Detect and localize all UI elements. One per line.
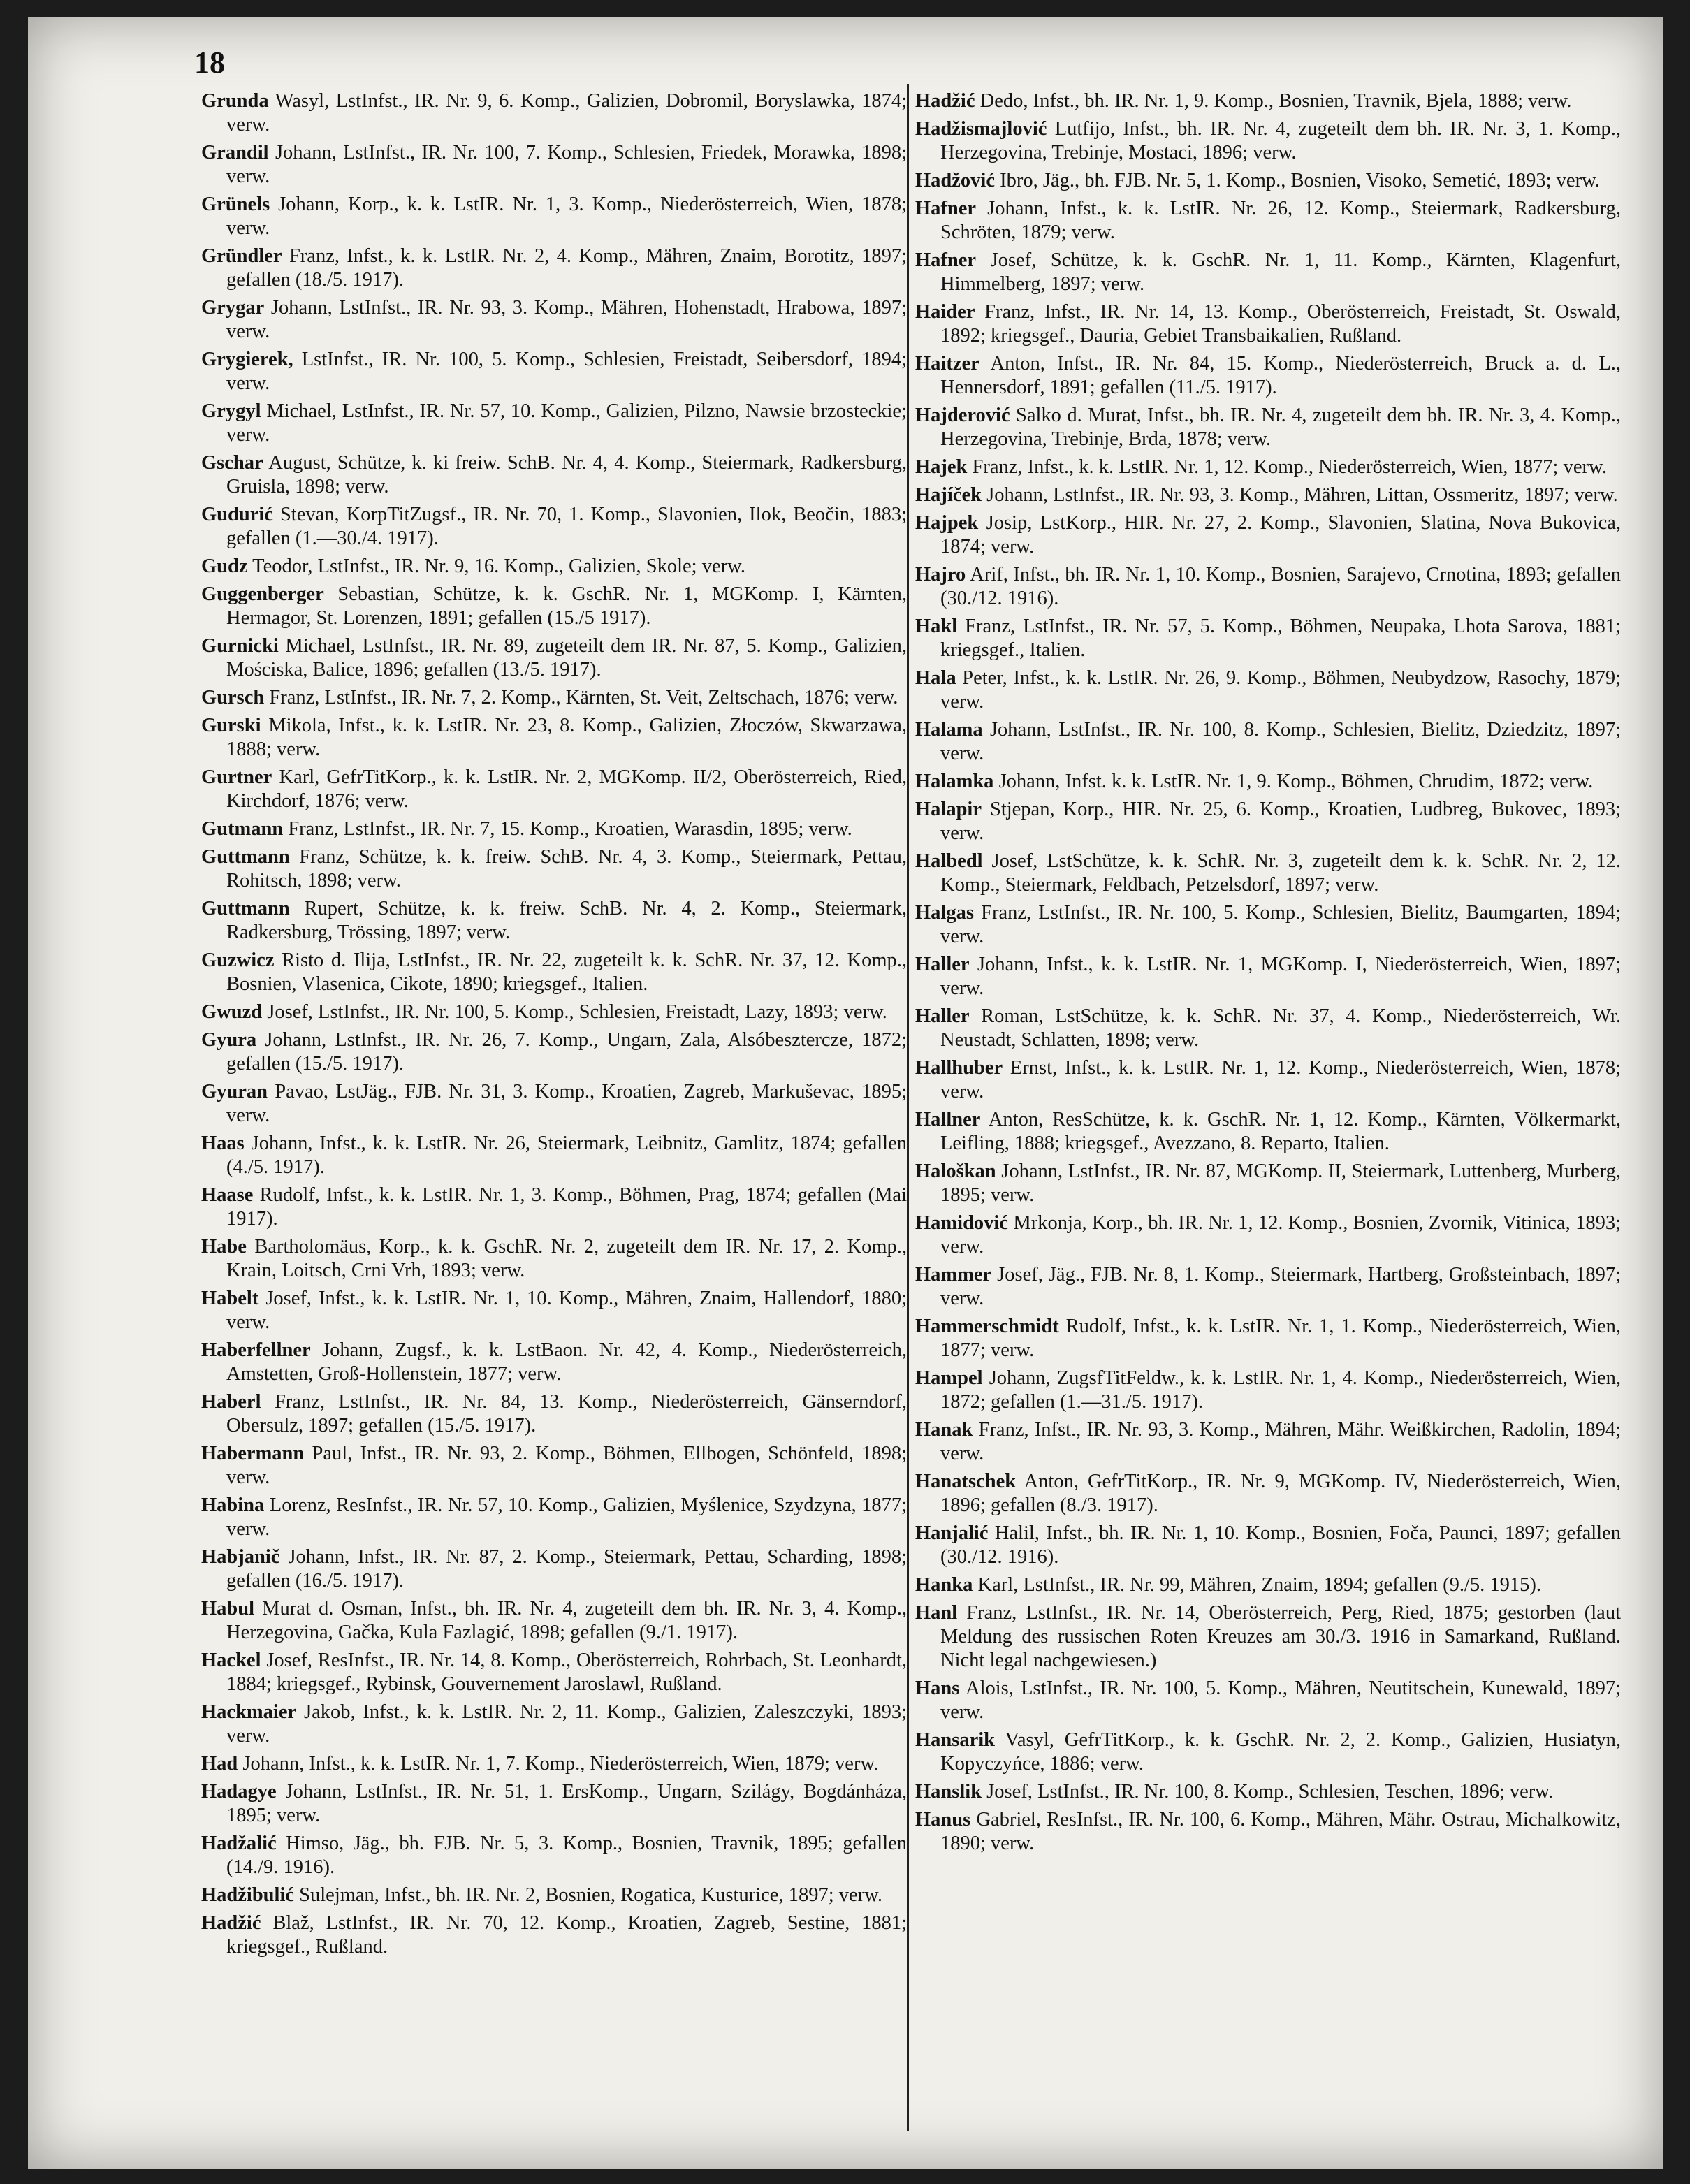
entry-details: Halil, Infst., bh. IR. Nr. 1, 10. Komp., Bosnien, Foča, Paunci, 1897; gefallen (30./12. 1916).: [940, 1522, 1621, 1568]
casualty-entry: [201, 89, 907, 137]
entry-details: Lorenz, ResInfst., IR. Nr. 57, 10. Komp., Galizien, Myślenice, Szydzyna, 1877; verw.: [226, 1494, 907, 1540]
casualty-entry: [201, 714, 907, 762]
entry-details: Johann, LstInfst., IR. Nr. 51, 1. ErsKomp., Ungarn, Szilágy, Bogdánháza, 1895; verw.: [226, 1781, 907, 1826]
left-column: [201, 89, 907, 2130]
entry-details: Stevan, KorpTitZugsf., IR. Nr. 70, 1. Komp., Slavonien, Ilok, Beočin, 1883; gefallen (1.—30./4. 1917).: [226, 504, 907, 549]
casualty-entry: [915, 953, 1621, 1000]
entry-details: Johann, ZugsfTitFeldw., k. k. LstIR. Nr. 1, 4. Komp., Niederösterreich, Wien, 1872; gefallen (1.—31./5. 1917).: [940, 1367, 1621, 1413]
entry-surname: Hafner: [915, 249, 977, 271]
entry-details: Johann, Infst., k. k. LstIR. Nr. 1, MGKomp. I, Niederösterreich, Wien, 1897; verw.: [940, 954, 1621, 999]
entry-details: Stjepan, Korp., HIR. Nr. 25, 6. Komp., Kroatien, Ludbreg, Bukovec, 1893; verw.: [940, 799, 1621, 844]
entry-surname: Grandil: [201, 142, 269, 163]
entry-surname: Haller: [915, 954, 970, 975]
entry-details: Rupert, Schütze, k. k. freiw. SchB. Nr. 4, 2. Komp., Steiermark, Radkersburg, Trössing, 1897; verw.: [226, 898, 907, 943]
entry-surname: Hadžić: [201, 1912, 261, 1934]
casualty-entry: [915, 1601, 1621, 1673]
casualty-entry: [201, 503, 907, 551]
casualty-entry: [201, 1442, 907, 1490]
document-page: [28, 17, 1663, 2169]
casualty-entry: [915, 352, 1621, 400]
entry-details: Franz, Infst., k. k. LstIR. Nr. 2, 4. Komp., Mähren, Znaim, Borotitz, 1897; gefallen (18./5. 1917).: [226, 245, 907, 291]
entry-details: Franz, LstInfst., IR. Nr. 7, 15. Komp., Kroatien, Warasdin, 1895; verw.: [288, 818, 852, 840]
entry-details: Ernst, Infst., k. k. LstIR. Nr. 1, 12. Komp., Niederösterreich, Wien, 1878; verw.: [940, 1057, 1621, 1102]
entry-surname: Gschar: [201, 452, 263, 474]
entry-details: Johann, Infst., k. k. LstIR. Nr. 26, Steiermark, Leibnitz, Gamlitz, 1874; gefallen (4./5. 1917).: [226, 1133, 907, 1178]
entry-surname: Hajro: [915, 564, 966, 585]
casualty-entry: [201, 634, 907, 682]
entry-details: Anton, GefrTitKorp., IR. Nr. 9, MGKomp. IV, Niederösterreich, Wien, 1896; gefallen (8./3. 1917).: [940, 1471, 1621, 1516]
entry-surname: Hammerschmidt: [915, 1316, 1059, 1337]
entry-details: Johann, Korp., k. k. LstIR. Nr. 1, 3. Komp., Niederösterreich, Wien, 1878; verw.: [226, 194, 907, 239]
entry-surname: Haloškan: [915, 1160, 996, 1182]
entry-details: Wasyl, LstInfst., IR. Nr. 9, 6. Komp., Galizien, Dobromil, Boryslawka, 1874; verw.: [226, 90, 907, 136]
casualty-entry: [201, 1000, 907, 1024]
entry-surname: Habelt: [201, 1288, 259, 1309]
casualty-entry: [201, 1132, 907, 1179]
entry-details: Vasyl, GefrTitKorp., k. k. GschR. Nr. 2, 2. Komp., Galizien, Husiatyn, Kopyczyńce, 1886; verw.: [940, 1729, 1621, 1775]
entry-surname: Grygierek,: [201, 349, 293, 370]
casualty-entry: [915, 300, 1621, 348]
entry-surname: Hallner: [915, 1109, 981, 1130]
entry-details: Franz, LstInfst., IR. Nr. 57, 5. Komp., Böhmen, Neupaka, Lhota Sarova, 1881; kriegsgef., Italien.: [940, 616, 1621, 661]
casualty-entry: [201, 400, 907, 447]
entry-surname: Guttmann: [201, 846, 290, 868]
entry-surname: Guttmann: [201, 898, 290, 919]
entry-details: Johann, LstInfst., IR. Nr. 93, 3. Komp., Mähren, Littan, Ossmeritz, 1897; verw.: [986, 484, 1618, 506]
casualty-entry: [201, 1545, 907, 1593]
entry-details: Michael, LstInfst., IR. Nr. 89, zugeteilt dem IR. Nr. 87, 5. Komp., Galizien, Mościska, Balice, 1896; gefallen (13./5. 1917).: [226, 635, 907, 680]
casualty-entry: [915, 1470, 1621, 1517]
entry-details: Himso, Jäg., bh. FJB. Nr. 5, 3. Komp., Bosnien, Travnik, 1895; gefallen (14./9. 1916).: [226, 1833, 907, 1878]
entry-surname: Had: [201, 1753, 238, 1775]
entry-details: Johann, LstInfst., IR. Nr. 93, 3. Komp., Mähren, Hohenstadt, Hrabowa, 1897; verw.: [226, 297, 907, 342]
entry-details: Arif, Infst., bh. IR. Nr. 1, 10. Komp., Bosnien, Sarajevo, Crnotina, 1893; gefallen (30./12. 1916).: [940, 564, 1621, 609]
casualty-entry: [915, 456, 1621, 479]
entry-details: Josef, Schütze, k. k. GschR. Nr. 1, 11. Komp., Kärnten, Klagenfurt, Himmelberg, 1897; verw.: [940, 249, 1621, 295]
casualty-entry: [915, 1160, 1621, 1207]
entry-details: Franz, LstInfst., IR. Nr. 7, 2. Komp., Kärnten, St. Veit, Zeltschach, 1876; verw.: [269, 687, 898, 708]
entry-details: Johann, Infst., k. k. LstIR. Nr. 1, 7. Komp., Niederösterreich, Wien, 1879; verw.: [242, 1753, 879, 1775]
entry-surname: Grünels: [201, 194, 270, 215]
entry-details: Franz, Infst., IR. Nr. 14, 13. Komp., Oberösterreich, Freistadt, St. Oswald, 1892; kriegsgef., Dauria, Gebiet Transbaikalien, Rußland.: [940, 301, 1621, 347]
entry-surname: Hansarik: [915, 1729, 996, 1751]
entry-surname: Hadžović: [915, 170, 995, 191]
entry-details: Risto d. Ilija, LstInfst., IR. Nr. 22, zugeteilt k. k. SchR. Nr. 37, 12. Komp., Bosnien, Vlasenica, Cikote, 1890; kriegsgef., Italien.: [226, 949, 907, 995]
entry-details: Josef, LstSchütze, k. k. SchR. Nr. 3, zugeteilt dem k. k. SchR. Nr. 2, 12. Komp., Steiermark, Feldbach, Petzelsdorf, 1897; verw.: [940, 850, 1621, 896]
entry-surname: Haase: [201, 1184, 254, 1206]
entry-surname: Halapir: [915, 799, 982, 820]
casualty-entry: [915, 89, 1621, 113]
entry-details: Josef, LstInfst., IR. Nr. 100, 5. Komp., Schlesien, Freistadt, Lazy, 1893; verw.: [267, 1001, 887, 1023]
entry-details: Bartholomäus, Korp., k. k. GschR. Nr. 2, zugeteilt dem IR. Nr. 17, 2. Komp., Krain, Loitsch, Crni Vrh, 1893; verw.: [226, 1236, 907, 1281]
entry-surname: Hanus: [915, 1809, 971, 1830]
casualty-entry: [201, 686, 907, 710]
casualty-entry: [201, 766, 907, 813]
entry-details: Johann, LstInfst., IR. Nr. 100, 7. Komp., Schlesien, Friedek, Morawka, 1898; verw.: [226, 142, 907, 187]
casualty-entry: [915, 1005, 1621, 1052]
casualty-entry: [201, 583, 907, 630]
entry-surname: Hans: [915, 1677, 960, 1699]
casualty-entry: [915, 197, 1621, 245]
casualty-entry: [201, 193, 907, 240]
casualty-entry: [201, 1912, 907, 1959]
entry-surname: Gudz: [201, 555, 248, 577]
entry-details: Sulejman, Infst., bh. IR. Nr. 2, Bosnien, Rogatica, Kusturice, 1897; verw.: [299, 1884, 882, 1906]
entry-surname: Halgas: [915, 902, 974, 924]
entry-details: Franz, LstInfst., IR. Nr. 100, 5. Komp., Schlesien, Bielitz, Baumgarten, 1894; verw.: [940, 902, 1621, 947]
entry-surname: Habul: [201, 1598, 255, 1619]
casualty-entry: [201, 1287, 907, 1334]
entry-details: Johann, LstInfst., IR. Nr. 26, 7. Komp., Ungarn, Zala, Alsóbesztercze, 1872; gefallen (15./5. 1917).: [226, 1029, 907, 1075]
entry-surname: Gyura: [201, 1029, 257, 1051]
entry-details: Josef, Infst., k. k. LstIR. Nr. 1, 10. Komp., Mähren, Znaim, Hallendorf, 1880; verw.: [226, 1288, 907, 1333]
column-divider: [907, 84, 909, 2131]
entry-details: Josef, LstInfst., IR. Nr. 100, 8. Komp., Schlesien, Teschen, 1896; verw.: [986, 1781, 1554, 1803]
casualty-entry: [201, 1752, 907, 1776]
entry-surname: Hala: [915, 667, 956, 689]
entry-details: Rudolf, Infst., k. k. LstIR. Nr. 1, 1. Komp., Niederösterreich, Wien, 1877; verw.: [940, 1316, 1621, 1361]
entry-details: Franz, Infst., k. k. LstIR. Nr. 1, 12. Komp., Niederösterreich, Wien, 1877; verw.: [972, 456, 1607, 478]
entry-details: Salko d. Murat, Infst., bh. IR. Nr. 4, zugeteilt dem bh. IR. Nr. 3, 4. Komp., Herzegovina, Trebinje, Brda, 1878; verw.: [940, 405, 1621, 450]
entry-surname: Hajderović: [915, 405, 1010, 426]
casualty-entry: [915, 1573, 1621, 1597]
entry-details: Mikola, Infst., k. k. LstIR. Nr. 23, 8. Komp., Galizien, Złoczów, Skwarzawa, 1888; verw.: [226, 715, 907, 760]
entry-details: LstInfst., IR. Nr. 100, 5. Komp., Schlesien, Freistadt, Seibersdorf, 1894; verw.: [226, 349, 907, 394]
entry-details: Johann, LstInfst., IR. Nr. 87, MGKomp. II, Steiermark, Luttenberg, Murberg, 1895; verw.: [940, 1160, 1621, 1206]
entry-surname: Gurtner: [201, 766, 272, 788]
entry-surname: Halamka: [915, 771, 994, 792]
casualty-entry: [915, 249, 1621, 296]
casualty-entry: [201, 1390, 907, 1438]
entry-surname: Hadagye: [201, 1781, 277, 1803]
entry-details: Murat d. Osman, Infst., bh. IR. Nr. 4, zugeteilt dem bh. IR. Nr. 3, 4. Komp., Herzegovina, Gačka, Kula Fazlagić, 1898; gefallen (9./1. 1917).: [226, 1598, 907, 1643]
entry-surname: Hackmaier: [201, 1701, 297, 1723]
entry-surname: Haberfellner: [201, 1339, 311, 1361]
entry-details: Blaž, LstInfst., IR. Nr. 70, 12. Komp., Kroatien, Zagreb, Sestine, 1881; kriegsgef., Rußland.: [226, 1912, 907, 1958]
casualty-entry: [915, 798, 1621, 845]
casualty-entry: [201, 1597, 907, 1645]
entry-surname: Hanslik: [915, 1781, 982, 1803]
entry-surname: Habermann: [201, 1443, 305, 1464]
casualty-entry: [915, 850, 1621, 897]
casualty-entry: [201, 1780, 907, 1828]
casualty-entry: [201, 1080, 907, 1128]
casualty-entry: [915, 615, 1621, 662]
casualty-entry: [915, 404, 1621, 451]
entry-details: Teodor, LstInfst., IR. Nr. 9, 16. Komp., Galizien, Skole; verw.: [252, 555, 745, 577]
entry-surname: Hallhuber: [915, 1057, 1003, 1079]
casualty-entry: [915, 1315, 1621, 1362]
casualty-entry: [915, 1522, 1621, 1569]
casualty-entry: [915, 1056, 1621, 1104]
entry-details: Johann, Infst., IR. Nr. 87, 2. Komp., Steiermark, Pettau, Scharding, 1898; gefallen (16./5. 1917).: [226, 1546, 907, 1592]
entry-surname: Hammer: [915, 1264, 992, 1286]
entry-details: Franz, LstInfst., IR. Nr. 14, Oberösterreich, Perg, Ried, 1875; gestorben (laut Meldung des russischen Roten Kreuzes am 30./3. 1916 in Samarkand, Rußland. Nicht legal nachgewiesen.): [940, 1602, 1621, 1671]
entry-details: Karl, GefrTitKorp., k. k. LstIR. Nr. 2, MGKomp. II/2, Oberösterreich, Ried, Kirchdorf, 1876; verw.: [226, 766, 907, 812]
casualty-entry: [915, 483, 1621, 507]
entry-surname: Haas: [201, 1133, 245, 1154]
entry-surname: Habe: [201, 1236, 247, 1258]
casualty-entry: [915, 563, 1621, 611]
entry-surname: Grygyl: [201, 400, 261, 422]
casualty-entry: [201, 348, 907, 395]
entry-surname: Hakl: [915, 616, 958, 637]
entry-surname: Gurnicki: [201, 635, 279, 657]
entry-surname: Gudurić: [201, 504, 273, 525]
casualty-entry: [915, 1728, 1621, 1776]
entry-details: Rudolf, Infst., k. k. LstIR. Nr. 1, 3. Komp., Böhmen, Prag, 1874; gefallen (Mai 1917).: [226, 1184, 907, 1230]
casualty-entry: [915, 1780, 1621, 1804]
entry-surname: Hadžić: [915, 90, 975, 112]
casualty-entry: [915, 117, 1621, 165]
entry-details: Josef, ResInfst., IR. Nr. 14, 8. Komp., Oberösterreich, Rohrbach, St. Leonhardt, 1884; kriegsgef., Rybinsk, Gouvernement Jaroslawl, Rußland.: [226, 1650, 907, 1695]
entry-surname: Hanatschek: [915, 1471, 1017, 1492]
casualty-entry: [201, 897, 907, 945]
casualty-entry: [915, 511, 1621, 559]
entry-details: Alois, LstInfst., IR. Nr. 100, 5. Komp., Mähren, Neutitschein, Kunewald, 1897; verw.: [940, 1677, 1621, 1723]
entry-details: Dedo, Infst., bh. IR. Nr. 1, 9. Komp., Bosnien, Travnik, Bjela, 1888; verw.: [979, 90, 1572, 112]
casualty-entry: [915, 901, 1621, 949]
entry-details: Paul, Infst., IR. Nr. 93, 2. Komp., Böhmen, Ellbogen, Schönfeld, 1898; verw.: [226, 1443, 907, 1488]
casualty-entry: [201, 817, 907, 841]
entry-surname: Hadžibulić: [201, 1884, 295, 1906]
casualty-entry: [201, 141, 907, 189]
entry-surname: Hajíček: [915, 484, 982, 506]
casualty-entry: [915, 1263, 1621, 1311]
entry-surname: Habjanič: [201, 1546, 280, 1568]
entry-surname: Haberl: [201, 1391, 261, 1413]
entry-details: Michael, LstInfst., IR. Nr. 57, 10. Komp., Galizien, Pilzno, Nawsie brzosteckie; verw.: [226, 400, 907, 446]
casualty-entry: [201, 555, 907, 578]
right-column: [915, 89, 1621, 2130]
entry-details: Johann, Zugsf., k. k. LstBaon. Nr. 42, 4. Komp., Niederösterreich, Amstetten, Groß-Hollenstein, 1877; verw.: [226, 1339, 907, 1385]
casualty-entry: [915, 1367, 1621, 1414]
entry-surname: Grunda: [201, 90, 269, 112]
casualty-entry: [201, 1028, 907, 1076]
entry-surname: Halbedl: [915, 850, 983, 872]
entry-surname: Gursch: [201, 687, 265, 708]
casualty-entry: [201, 245, 907, 292]
casualty-entry: [201, 1832, 907, 1879]
entry-details: Johann, Infst., k. k. LstIR. Nr. 26, 12. Komp., Steiermark, Radkersburg, Schröten, 1879; verw.: [940, 198, 1621, 243]
entry-details: Sebastian, Schütze, k. k. GschR. Nr. 1, MGKomp. I, Kärnten, Hermagor, St. Lorenzen, 1891; gefallen (15./5 1917).: [226, 583, 907, 629]
casualty-entry: [201, 1339, 907, 1386]
entry-surname: Haller: [915, 1005, 970, 1027]
entry-surname: Gründler: [201, 245, 282, 267]
entry-surname: Hanl: [915, 1602, 958, 1624]
entry-details: Mrkonja, Korp., bh. IR. Nr. 1, 12. Komp., Bosnien, Zvornik, Vitinica, 1893; verw.: [940, 1212, 1621, 1258]
casualty-entry: [201, 1649, 907, 1696]
entry-details: Ibro, Jäg., bh. FJB. Nr. 5, 1. Komp., Bosnien, Visoko, Semetić, 1893; verw.: [1000, 170, 1600, 191]
casualty-entry: [201, 451, 907, 499]
entry-details: August, Schütze, k. ki freiw. SchB. Nr. 4, 4. Komp., Steiermark, Radkersburg, Gruisla, 1898; verw.: [226, 452, 907, 497]
entry-details: Peter, Infst., k. k. LstIR. Nr. 26, 9. Komp., Böhmen, Neubydzow, Rasochy, 1879; verw.: [940, 667, 1621, 713]
entry-details: Jakob, Infst., k. k. LstIR. Nr. 2, 11. Komp., Galizien, Zaleszczyki, 1893; verw.: [226, 1701, 907, 1747]
casualty-entry: [915, 667, 1621, 714]
entry-surname: Haider: [915, 301, 975, 323]
entry-surname: Gyuran: [201, 1081, 268, 1102]
casualty-entry: [201, 1235, 907, 1283]
casualty-entry: [201, 1184, 907, 1231]
entry-surname: Habina: [201, 1494, 265, 1516]
entry-surname: Hajpek: [915, 512, 979, 534]
entry-surname: Gwuzd: [201, 1001, 263, 1023]
casualty-entry: [915, 770, 1621, 794]
entry-details: Anton, ResSchütze, k. k. GschR. Nr. 1, 12. Komp., Kärnten, Völkermarkt, Leifling, 1888; kriegsgef., Avezzano, 8. Reparto, Italien.: [940, 1109, 1621, 1154]
entry-surname: Hafner: [915, 198, 977, 219]
entry-details: Josef, Jäg., FJB. Nr. 8, 1. Komp., Steiermark, Hartberg, Großsteinbach, 1897; verw.: [940, 1264, 1621, 1309]
casualty-entry: [201, 1884, 907, 1907]
entry-details: Franz, Infst., IR. Nr. 93, 3. Komp., Mähren, Mähr. Weißkirchen, Radolin, 1894; verw.: [940, 1419, 1621, 1464]
entry-surname: Hanak: [915, 1419, 973, 1441]
casualty-entry: [201, 1494, 907, 1541]
entry-surname: Hamidović: [915, 1212, 1008, 1234]
entry-surname: Hampel: [915, 1367, 983, 1389]
entry-surname: Guggenberger: [201, 583, 324, 605]
entry-surname: Guzwicz: [201, 949, 275, 971]
page-number: 18: [194, 45, 225, 80]
entry-surname: Hanjalić: [915, 1522, 989, 1544]
entry-surname: Hackel: [201, 1650, 261, 1671]
casualty-entry: [201, 296, 907, 344]
entry-surname: Hadžismajlović: [915, 118, 1047, 140]
entry-details: Franz, LstInfst., IR. Nr. 84, 13. Komp., Niederösterreich, Gänserndorf, Obersulz, 1897; gefallen (15./5. 1917).: [226, 1391, 907, 1436]
entry-details: Anton, Infst., IR. Nr. 84, 15. Komp., Niederösterreich, Bruck a. d. L., Hennersdorf, 1891; gefallen (11./5. 1917).: [940, 353, 1621, 398]
entry-surname: Hajek: [915, 456, 968, 478]
entry-surname: Halama: [915, 719, 983, 741]
entry-surname: Gurski: [201, 715, 261, 736]
entry-details: Pavao, LstJäg., FJB. Nr. 31, 3. Komp., Kroatien, Zagreb, Markuševac, 1895; verw.: [226, 1081, 907, 1126]
casualty-entry: [201, 949, 907, 996]
casualty-entry: [915, 169, 1621, 193]
casualty-entry: [201, 845, 907, 893]
casualty-entry: [915, 1211, 1621, 1259]
casualty-entry: [915, 1108, 1621, 1156]
casualty-entry: [915, 718, 1621, 766]
entry-details: Franz, Schütze, k. k. freiw. SchB. Nr. 4, 3. Komp., Steiermark, Pettau, Rohitsch, 1898; verw.: [226, 846, 907, 891]
entry-details: Johann, LstInfst., IR. Nr. 100, 8. Komp., Schlesien, Bielitz, Dziedzitz, 1897; verw.: [940, 719, 1621, 764]
casualty-entry: [201, 1701, 907, 1748]
entry-details: Johann, Infst. k. k. LstIR. Nr. 1, 9. Komp., Böhmen, Chrudim, 1872; verw.: [998, 771, 1594, 792]
entry-details: Karl, LstInfst., IR. Nr. 99, Mähren, Znaim, 1894; gefallen (9./5. 1915).: [977, 1574, 1542, 1596]
entry-surname: Hanka: [915, 1574, 973, 1596]
entry-details: Josip, LstKorp., HIR. Nr. 27, 2. Komp., Slavonien, Slatina, Nova Bukovica, 1874; verw.: [940, 512, 1621, 558]
entry-surname: Haitzer: [915, 353, 979, 374]
entry-surname: Hadžalić: [201, 1833, 277, 1854]
entry-surname: Gutmann: [201, 818, 284, 840]
casualty-entry: [915, 1677, 1621, 1724]
entry-surname: Grygar: [201, 297, 265, 319]
entry-details: Roman, LstSchütze, k. k. SchR. Nr. 37, 4. Komp., Niederösterreich, Wr. Neustadt, Schlatten, 1898; verw.: [940, 1005, 1621, 1051]
casualty-entry: [915, 1808, 1621, 1856]
entry-details: Lutfijo, Infst., bh. IR. Nr. 4, zugeteilt dem bh. IR. Nr. 3, 1. Komp., Herzegovina, Trebinje, Mostaci, 1896; verw.: [940, 118, 1621, 163]
entry-details: Gabriel, ResInfst., IR. Nr. 100, 6. Komp., Mähren, Mähr. Ostrau, Michalkowitz, 1890; verw.: [940, 1809, 1621, 1854]
casualty-entry: [915, 1418, 1621, 1466]
